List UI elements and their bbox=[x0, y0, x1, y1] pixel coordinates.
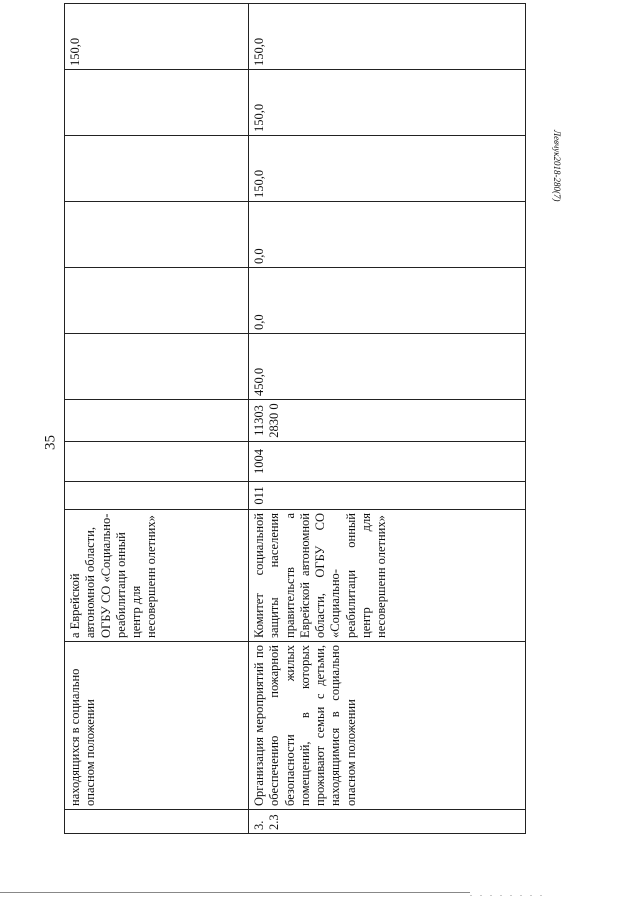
footer-dots: . . . . . . . . bbox=[470, 889, 545, 898]
total-cell bbox=[65, 334, 249, 400]
year-2020-cell bbox=[65, 202, 249, 268]
rzpr-cell: 1004 bbox=[249, 442, 526, 482]
csr-cell: 113032830 0 bbox=[249, 400, 526, 442]
rotated-table-container bbox=[64, 37, 525, 834]
year-2021-cell bbox=[65, 136, 249, 202]
row-number-cell bbox=[65, 810, 249, 834]
executor-cell: Комитет социальной защиты населения правительств а Еврейской автономной области, ОГБУ СО «Социально-реабилитаци онный центр для несовершенн олетних» bbox=[249, 510, 526, 642]
year-2021-cell: 150,0 bbox=[249, 136, 526, 202]
measure-name-cell: Организация мероприятий по обеспечению пожарной безопасности жилых помещений, в которых проживают семьи с детьми, находящимися в социально опасном положении bbox=[249, 642, 526, 810]
year-2023-cell: 150,0 bbox=[249, 4, 526, 70]
document-code: Левчук2018-280(7) bbox=[552, 130, 562, 202]
year-2022-cell: 150,0 bbox=[249, 70, 526, 136]
grbs-cell bbox=[65, 482, 249, 510]
program-table-area bbox=[64, 37, 525, 834]
rzpr-cell bbox=[65, 442, 249, 482]
table-row bbox=[249, 4, 526, 834]
program-measures-table bbox=[64, 3, 526, 834]
measure-name-cell: находящихся в социально опасном положении bbox=[65, 642, 249, 810]
total-cell: 450,0 bbox=[249, 334, 526, 400]
grbs-cell: 011 bbox=[249, 482, 526, 510]
table-row bbox=[65, 4, 249, 834]
executor-cell: а Еврейской автономной области, ОГБУ СО «Социально-реабилитаци онный центр для несовершенн олетних» bbox=[65, 510, 249, 642]
year-2019-cell bbox=[65, 268, 249, 334]
footer-divider bbox=[0, 892, 470, 893]
csr-cell bbox=[65, 400, 249, 442]
year-2020-cell: 0,0 bbox=[249, 202, 526, 268]
year-2019-cell: 0,0 bbox=[249, 268, 526, 334]
page-number: 35 bbox=[42, 435, 59, 450]
year-2023-cell: 150,0 bbox=[65, 4, 249, 70]
row-number-cell: 3.2.3 bbox=[249, 810, 526, 834]
year-2022-cell bbox=[65, 70, 249, 136]
